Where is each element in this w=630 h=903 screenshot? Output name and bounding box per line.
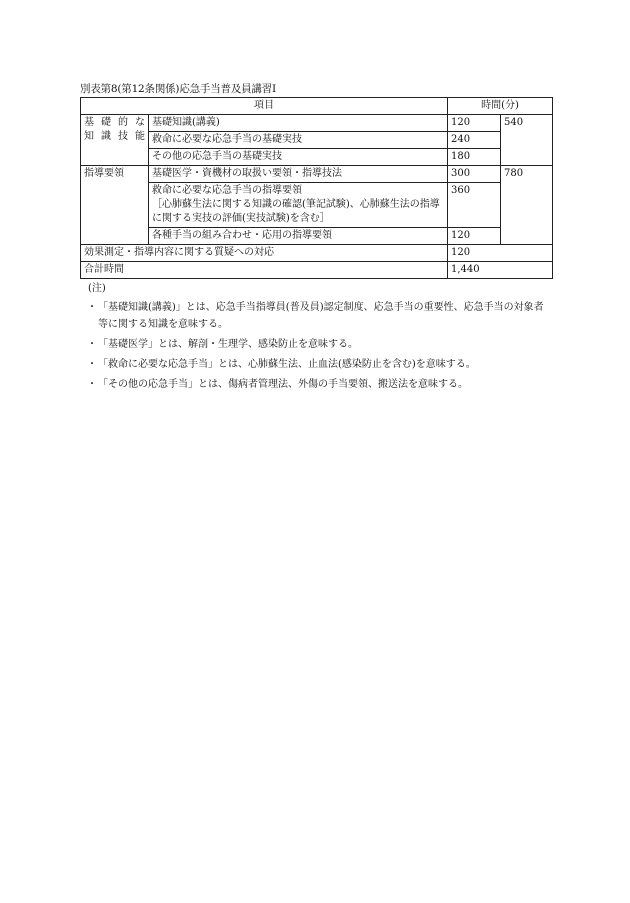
effect-minutes: 120 [448, 245, 553, 262]
bullet-mark: ・ [87, 379, 97, 390]
note-text: 「救命に必要な応急手当」とは、心肺蘇生法、止血法(感染防止を含む)を意味する。 [98, 359, 476, 370]
row-sublabel: ［心肺蘇生法に関する知識の確認(筆記試験)、心肺蘇生法の指導に関する実技の評価(実技試験)を含む］ [152, 199, 440, 224]
note-item [80, 299, 552, 333]
document-page [80, 82, 552, 393]
table-row [81, 166, 553, 183]
table-header-row [81, 98, 553, 115]
row-label-multiline [149, 183, 448, 228]
table-caption: 別表第8(第12条関係)応急手当普及員講習Ⅰ [80, 83, 276, 95]
category-instruction: 指導要領 [81, 166, 149, 245]
note-item [80, 376, 552, 393]
note-text: 「基礎知識(講義)」とは、応急手当指導員(普及員)認定制度、応急手当の重要性、応急手当の対象者等に関する知識を意味する。 [98, 302, 544, 330]
header-time: 時間(分) [448, 98, 553, 115]
effect-label: 効果測定・指導内容に関する質疑への対応 [81, 245, 448, 262]
row-minutes: 120 [448, 115, 501, 132]
note-item [80, 356, 552, 373]
row-label: 基礎医学・資機材の取扱い要領・指導技法 [149, 166, 448, 183]
row-minutes: 300 [448, 166, 501, 183]
bullet-mark: ・ [87, 359, 97, 370]
row-label: 救命に必要な応急手当の基礎実技 [149, 132, 448, 149]
category-total: 540 [501, 115, 553, 166]
category-total: 780 [501, 166, 553, 245]
total-minutes: 1,440 [448, 262, 553, 279]
table-row [81, 115, 553, 132]
category-basic-skills: 基 礎 的 な 知識技能 [81, 115, 149, 166]
row-label: 各種手当の組み合わせ・応用の指導要領 [149, 228, 448, 245]
table-row [81, 132, 553, 149]
course-hours-table [80, 97, 553, 279]
note-item [80, 336, 552, 353]
row-minutes: 120 [448, 228, 501, 245]
note-text: 「基礎医学」とは、解剖・生理学、感染防止を意味する。 [98, 339, 358, 350]
bullet-mark: ・ [87, 339, 97, 350]
table-row [81, 183, 553, 228]
total-label: 合計時間 [81, 262, 448, 279]
row-label: 救命に必要な応急手当の指導要領 [152, 185, 302, 196]
row-minutes: 180 [448, 149, 501, 166]
notes-section [80, 281, 552, 393]
row-label: その他の応急手当の基礎実技 [149, 149, 448, 166]
table-row [81, 149, 553, 166]
note-text: 「その他の応急手当」とは、傷病者管理法、外傷の手当要領、搬送法を意味する。 [98, 379, 468, 390]
row-label: 基礎知識(講義) [149, 115, 448, 132]
row-minutes: 360 [448, 183, 501, 228]
header-item: 項目 [81, 98, 448, 115]
bullet-mark: ・ [87, 302, 97, 313]
row-minutes: 240 [448, 132, 501, 149]
table-row [81, 262, 553, 279]
notes-heading: (注) [88, 283, 106, 294]
table-row [81, 245, 553, 262]
table-row [81, 228, 553, 245]
